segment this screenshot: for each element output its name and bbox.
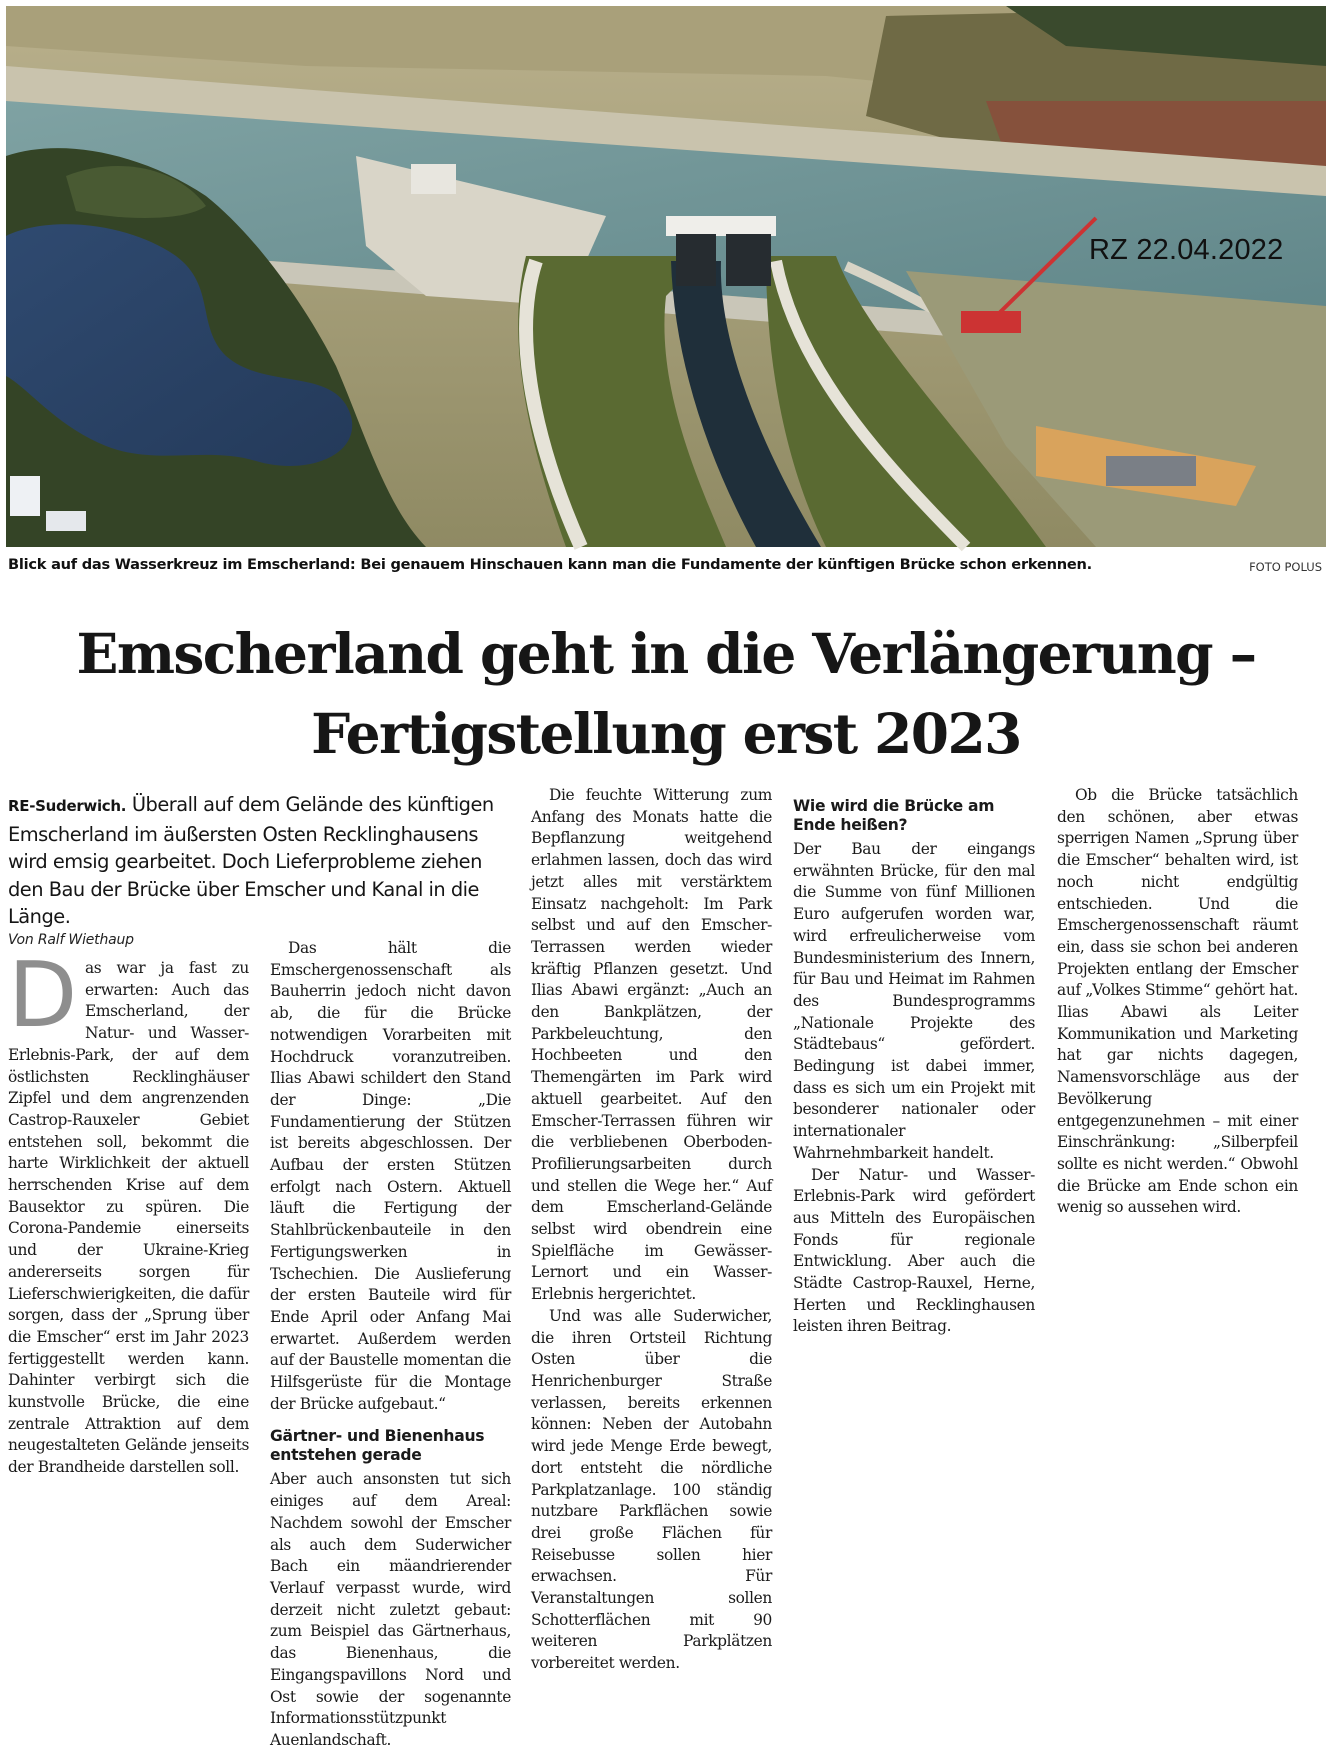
headline (0, 614, 1332, 774)
paragraph-4: Die feuchte Witterung zum Anfang des Monats hatte die Bepflanzung weitgehend erlahmen lassen, doch das wird jetzt alles mit verstärktem Einsatz nachgeholt: Im Park selbst und auf den Emscher-Terrassen werden wieder kräftig Pflanzen gesetzt. Und Ilias Abawi ergänzt: „Auch an den Bankplätzen, der Parkbeleuchtung, den Hochbeeten und den Themengärten im Park wird aktuell gearbeitet. Auf den Emscher-Terrassen führen wir die verbliebenen Oberboden-Profilierungsarbeiten durch und stellen die Wege her.“ Auf dem Emscherland-Gelände selbst wird obendrein eine Spielfläche im Gewässer-Lernort und ein Wasser-Erlebnis hergerichtet. (531, 786, 772, 1304)
subheading-1: Gärtner- und Bienenhaus entstehen gerade (270, 1427, 485, 1465)
drop-cap: D (8, 943, 77, 1048)
column-1 (8, 943, 249, 1479)
photo-caption: Blick auf das Wasserkreuz im Emscherland: Bei genauem Hinschauen kann man die Fundamente der künftigen Brücke schon erkennen. (8, 556, 1092, 573)
lead-text: Überall auf dem Gelände des künftigen Emscherland im äußersten Osten Recklinghausens wird emsig gearbeitet. Doch Lieferprobleme ziehen den Bau der Brücke über Emscher und Kanal in die Länge. (8, 793, 494, 928)
byline: Von Ralf Wiethaup (8, 932, 134, 948)
paragraph-8: Ob die Brücke tatsächlich den schönen, aber etwas sperrigen Namen „Sprung über die Emscher“ behalten wird, ist noch nicht endgültig entschieden. Und die Emschergenossenschaft räumt ein, dass sie schon bei anderen Projekten entlang der Emscher auf „Volkes Stimme“ gehört hat. Ilias Abawi als Leiter Kommunikation und Marketing hat gar nichts dagegen, Namensvorschläge aus der Bevölkerung entgegenzunehmen – mit einer Einschränkung: „Silberpfeil sollte es nicht werden.“ Obwohl die Brücke am Ende schon ein wenig so aussehen wird. (1057, 786, 1298, 1217)
paragraph-7: Der Natur- und Wasser-Erlebnis-Park wird gefördert aus Mitteln des Europäischen Fonds für regionale Entwicklung. Aber auch die Städte Castrop-Rauxel, Herne, Herten und Recklinghausen leisten ihren Beitrag. (793, 1165, 1035, 1336)
headline-line-1: Emscherland geht in die Verlängerung – (76, 621, 1256, 686)
paragraph-5: Und was alle Suderwicher, die ihren Ortsteil Richtung Osten über die Henrichenburger Straße verlassen, bereits erkennen können: Neben der Autobahn wird jede Menge Erde bewegt, dort entsteht die nördliche Parkplatzanlage. 100 ständig nutzbare Parkflächen sowie drei große Flächen für Reisebusse sollen hier erwachsen. Für Veranstaltungen sollen Schotterflächen mit 90 weiteren Parkplätzen vorbereitet werden. (531, 1306, 772, 1673)
paragraph-6: Der Bau der eingangs erwähnten Brücke, für den mal die Summe von fünf Millionen Euro aufgerufen worden war, wird erfreulicherweise vom Bundesministerium des Innern, für Bau und Heimat im Rahmen des Bundesprogramms „Nationale Projekte des Städtebaus“ gefördert. Bedingung ist dabei immer, dass es sich um ein Projekt mit besonderer nationaler oder internationaler Wahrnehmbarkeit handelt. (793, 840, 1035, 1162)
column-3 (531, 785, 772, 1675)
aerial-photo (6, 6, 1326, 547)
paragraph-1: as war ja fast zu erwarten: Auch das Emscherland, der Natur- und Wasser-Erlebnis-Park, der auf dem östlichsten Recklinghäuser Zipfel und dem angrenzenden Castrop-Rauxeler Gebiet entstehen soll, bekommt die harte Wirklichkeit der aktuell herrschenden Krise auf dem Bausektor zu spüren. Die Corona-Pandemie einerseits und der Ukraine-Krieg andererseits sorgen für Lieferschwierigkeiten, die dafür sorgen, dass der „Sprung über die Emscher“ erst im Jahr 2023 fertiggestellt werden kann. Dahinter verbirgt sich die kunstvolle Brücke, die eine zentrale Attraktion auf dem neugestalteten Gelände jenseits der Brandheide darstellen soll. (8, 959, 249, 1477)
paragraph-2: Das hält die Emschergenossenschaft als Bauherrin jedoch nicht davon ab, die für die Brücke notwendigen Vorarbeiten mit Hochdruck voranzutreiben. Ilias Abawi schildert den Stand der Dinge: „Die Fundamentierung der Stützen ist bereits abgeschlossen. Der Aufbau der ersten Stützen erfolgt nach Ostern. Aktuell läuft die Fertigung der Stahlbrückenbauteile in den Fertigungswerken in Tschechien. Die Auslieferung der ersten Bauteile wird für Ende April oder Anfang Mai erwartet. Außerdem werden auf der Baustelle momentan die Hilfsgerüste für die Montage der Brücke aufgebaut.“ (270, 939, 511, 1413)
paragraph-3: Aber auch ansonsten tut sich einiges auf dem Areal: Nachdem sowohl der Emscher als auch dem Suderwicher Bach ein mäandrierender Verlauf verpasst wurde, wird derzeit nicht zuletzt gebaut: zum Beispiel das Gärtnerhaus, das Bienenhaus, die Eingangspavillons Nord und Ost sowie der sogenannte Informationsstützpunkt Auenlandschaft. (270, 1470, 511, 1749)
lead-paragraph (8, 791, 508, 931)
photo-credit: FOTO POLUS (1249, 560, 1322, 574)
headline-line-2: Fertigstellung erst 2023 (311, 701, 1021, 766)
subheading-2: Wie wird die Brücke am Ende heißen? (793, 797, 995, 834)
aerial-photo-illustration (6, 6, 1326, 547)
column-5 (1057, 785, 1298, 1219)
dateline-location: RE-Suderwich. (8, 797, 127, 815)
date-stamp: RZ 22.04.2022 (1089, 234, 1284, 266)
column-2 (270, 938, 511, 1752)
column-4 (793, 785, 1035, 1338)
